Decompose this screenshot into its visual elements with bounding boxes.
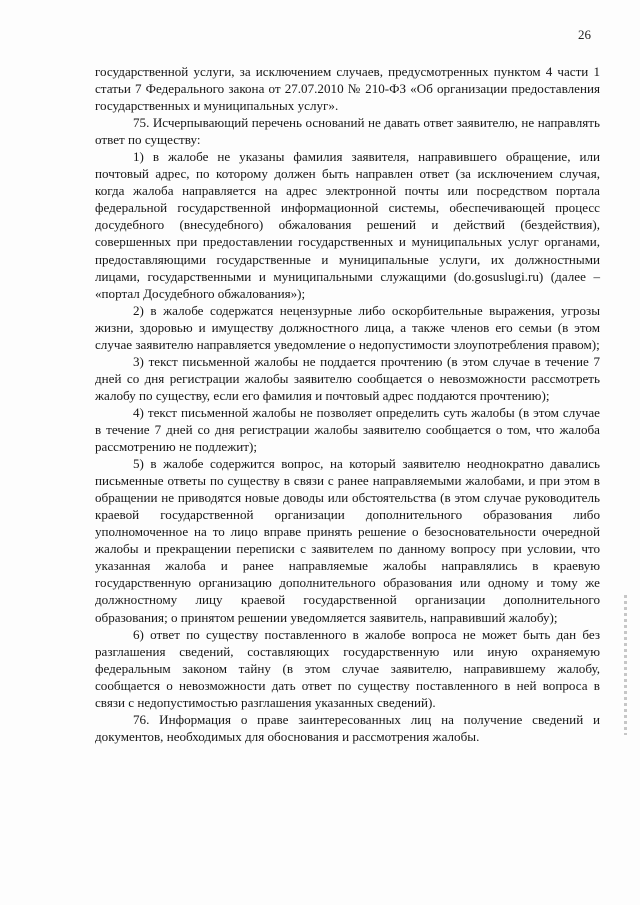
scan-margin-mark [624,595,627,735]
list-item-5: 5) в жалобе содержится вопрос, на который заявителю неоднократно давались письменные ответы по существу в связи с ранее направляемыми жалобами, и при этом в обращении не приводятся новые доводы или обстоятельства (в этом случае руководитель краевой государственной организации дополнительного образования либо уполномоченное на то лицо вправе принять решение о безосновательности очередной жалобы и прекращении переписки с заявителем по данному вопросу при условии, что указанная жалоба и ранее направляемые жалобы направлялись в краевую государственную организацию дополнительного образования или одному и тому же должностному лицу краевой государственной организации дополнительного образования; о принятом решении уведомляется заявитель, направивший жалобу); [95,456,600,625]
paragraph-75: 75. Исчерпывающий перечень оснований не давать ответ заявителю, не направлять ответ по существу: [95,115,600,148]
list-item-6: 6) ответ по существу поставленного в жалобе вопроса не может быть дан без разглашения сведений, составляющих государственную или иную охраняемую федеральным законом тайну (в этом случае заявителю, направившему жалобу, сообщается о невозможности дать ответ по существу поставленного в ней вопроса в связи с недопустимостью разглашения указанных сведений). [95,626,600,710]
document-body [95,63,600,745]
list-item-1: 1) в жалобе не указаны фамилия заявителя, направившего обращение, или почтовый адрес, по которому должен быть направлен ответ (за исключением случая, когда жалоба направляется на адрес электронной почты или посредством портала федеральной государственной информационной системы, обеспечивающей процесс досудебного (внесудебного) обжалования решений и действий (бездействия), совершенных при предоставлении государственных и муниципальных услуг органами, предоставляющими государственные и муниципальные услуги, их должностными лицами, государственными и муниципальными служащими (do.gosuslugi.ru) (далее – «портал Досудебного обжалования»); [95,149,600,301]
page-number: 26 [578,27,591,42]
paragraph-continuation: государственной услуги, за исключением случаев, предусмотренных пунктом 4 части 1 статьи 7 Федерального закона от 27.07.2010 № 210-ФЗ «Об организации предоставления государственных и муниципальных услуг». [95,64,600,114]
list-item-2: 2) в жалобе содержатся нецензурные либо оскорбительные выражения, угрозы жизни, здоровью и имуществу должностного лица, а также членов его семьи (в этом случае заявителю направляется уведомление о недопустимости злоупотребления правом); [95,302,600,352]
list-item-3: 3) текст письменной жалобы не поддается прочтению (в этом случае в течение 7 дней со дня регистрации жалобы заявителю сообщается о невозможности рассмотреть жалобу по существу, если его фамилия и почтовый адрес поддаются прочтению); [95,353,600,403]
list-item-4: 4) текст письменной жалобы не позволяет определить суть жалобы (в этом случае в течение 7 дней со дня регистрации жалобы заявителю сообщается о том, что жалоба рассмотрению не подлежит); [95,404,600,455]
paragraph-76: 76. Информация о праве заинтересованных лиц на получение сведений и документов, необходимых для обоснования и рассмотрения жалобы. [95,711,600,744]
